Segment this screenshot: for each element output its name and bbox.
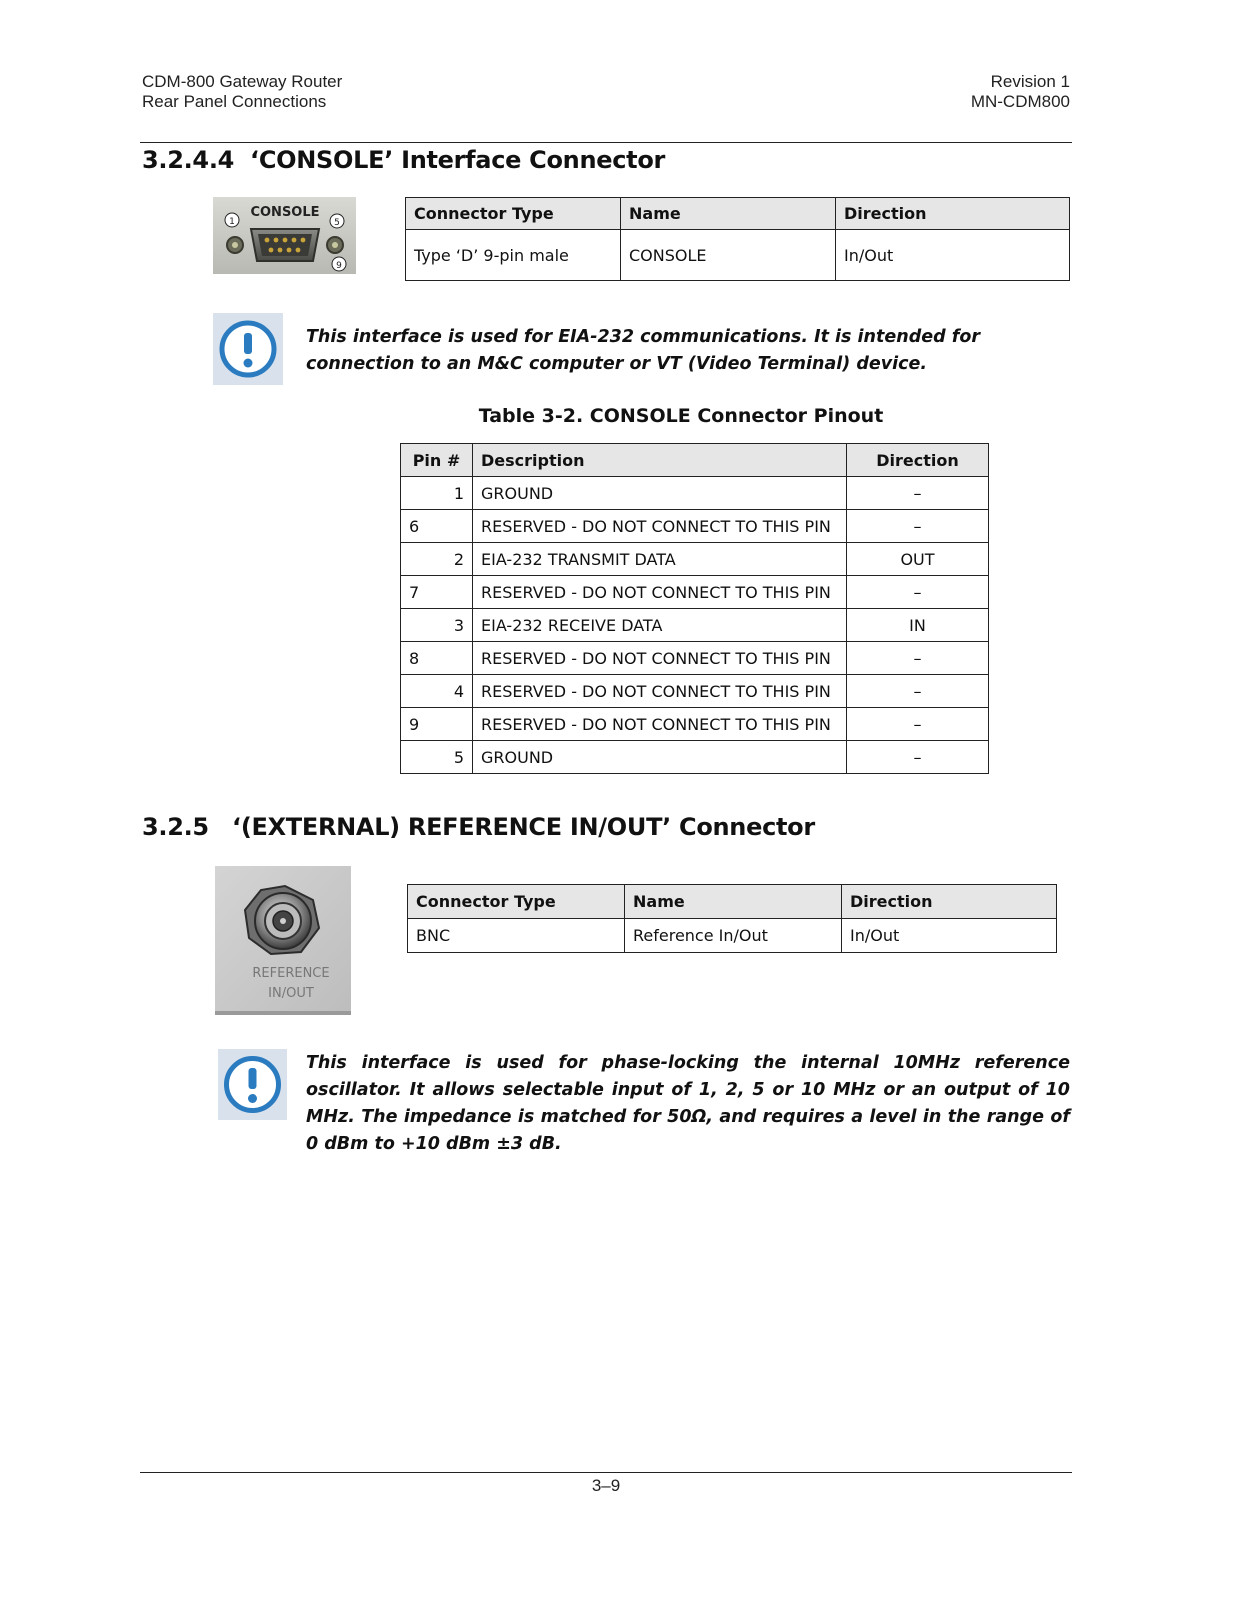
connector-direction-cell: In/Out: [836, 230, 1070, 281]
page-number: 3–9: [591, 1476, 621, 1495]
table-row: [401, 510, 989, 543]
table-row: [401, 609, 989, 642]
table-row: [401, 642, 989, 675]
header-rule: [140, 142, 1072, 143]
page-header-right: [971, 72, 1070, 112]
pin-description-cell: RESERVED - DO NOT CONNECT TO THIS PIN: [473, 708, 847, 741]
table-caption: Table 3-2. CONSOLE Connector Pinout: [478, 405, 884, 427]
document-title: CDM-800 Gateway Router: [142, 72, 343, 91]
connector-type-cell: BNC: [408, 919, 625, 953]
column-header: Connector Type: [408, 885, 625, 919]
column-header: Name: [621, 198, 836, 230]
reference-image-label-line2: IN/OUT: [268, 986, 314, 1001]
console-connector-image: [213, 197, 356, 274]
pin-description-cell: RESERVED - DO NOT CONNECT TO THIS PIN: [473, 576, 847, 609]
column-header: Direction: [847, 444, 989, 477]
table-header-row: [406, 198, 1070, 230]
chapter-title: Rear Panel Connections: [142, 92, 327, 111]
reference-connector-table: [407, 884, 1057, 953]
console-note-text: This interface is used for EIA-232 communications. It is intended for connection to an M&C computer or VT (Video Terminal) device.: [306, 327, 980, 374]
table-row: [401, 477, 989, 510]
pin-description-cell: EIA-232 RECEIVE DATA: [473, 609, 847, 642]
section-number: 3.2.5: [142, 813, 209, 841]
table-row: [406, 230, 1070, 281]
pin-direction-cell: –: [847, 741, 989, 774]
pin-description-cell: GROUND: [473, 477, 847, 510]
svg-text:9: 9: [336, 261, 342, 271]
connector-name-cell: CONSOLE: [621, 230, 836, 281]
manual-number: MN-CDM800: [970, 92, 1070, 111]
column-header: Description: [473, 444, 847, 477]
connector-type-cell: Type ‘D’ 9-pin male: [406, 230, 621, 281]
table-row: [401, 675, 989, 708]
table-row: [401, 576, 989, 609]
section-number: 3.2.4.4: [142, 146, 235, 174]
section-title: ‘(EXTERNAL) REFERENCE IN/OUT’ Connector: [232, 813, 815, 841]
pin-direction-cell: –: [847, 510, 989, 543]
svg-text:5: 5: [334, 218, 340, 228]
column-header: Direction: [842, 885, 1057, 919]
pin-direction-cell: –: [847, 576, 989, 609]
pin-direction-cell: –: [847, 708, 989, 741]
pin-direction-cell: –: [847, 675, 989, 708]
pin-number-cell: 4: [401, 675, 473, 708]
section-title: ‘CONSOLE’ Interface Connector: [250, 146, 666, 174]
important-note-icon: [218, 1049, 287, 1120]
pin-description-cell: RESERVED - DO NOT CONNECT TO THIS PIN: [473, 510, 847, 543]
connector-direction-cell: In/Out: [842, 919, 1057, 953]
reference-note-text: This interface is used for phase-locking the internal 10MHz reference oscillator. It allows selectable input of 1, 2, 5 or 10 MHz or an output of 10 MHz. The impedance is matched for 50Ω, and requires a level in the range of 0 dBm to +10 dBm ±3 dB.: [306, 1053, 1070, 1154]
pin-number-cell: 8: [401, 642, 473, 675]
column-header: Name: [625, 885, 842, 919]
section-heading-reference: [142, 813, 815, 841]
important-note-icon: [213, 313, 283, 385]
table-row: [401, 708, 989, 741]
console-image-label: CONSOLE: [250, 205, 320, 220]
table-row: [401, 741, 989, 774]
pin-description-cell: GROUND: [473, 741, 847, 774]
table-header-row: [408, 885, 1057, 919]
column-header: Direction: [836, 198, 1070, 230]
page-header-left: [142, 72, 342, 112]
column-header: Connector Type: [406, 198, 621, 230]
pin-number-cell: 6: [401, 510, 473, 543]
pin-description-cell: RESERVED - DO NOT CONNECT TO THIS PIN: [473, 675, 847, 708]
pin-number-cell: 7: [401, 576, 473, 609]
table-header-row: [401, 444, 989, 477]
svg-text:1: 1: [229, 217, 235, 227]
pin-number-cell: 2: [401, 543, 473, 576]
footer-rule: [140, 1472, 1072, 1473]
pin-direction-cell: –: [847, 642, 989, 675]
pin-description-cell: EIA-232 TRANSMIT DATA: [473, 543, 847, 576]
table-row: [408, 919, 1057, 953]
connector-name-cell: Reference In/Out: [625, 919, 842, 953]
console-connector-table: [405, 197, 1070, 281]
revision-label: Revision 1: [990, 72, 1070, 91]
console-pinout-table: [400, 443, 989, 774]
pin-direction-cell: IN: [847, 609, 989, 642]
pin-number-cell: 9: [401, 708, 473, 741]
pin-direction-cell: OUT: [847, 543, 989, 576]
table-row: [401, 543, 989, 576]
pin-number-cell: 3: [401, 609, 473, 642]
pin-number-cell: 1: [401, 477, 473, 510]
reference-connector-image: [215, 866, 351, 1015]
column-header: Pin #: [401, 444, 473, 477]
pin-direction-cell: –: [847, 477, 989, 510]
section-heading-console: [142, 146, 665, 174]
pin-number-cell: 5: [401, 741, 473, 774]
pin-description-cell: RESERVED - DO NOT CONNECT TO THIS PIN: [473, 642, 847, 675]
reference-image-label-line1: REFERENCE: [252, 966, 330, 981]
